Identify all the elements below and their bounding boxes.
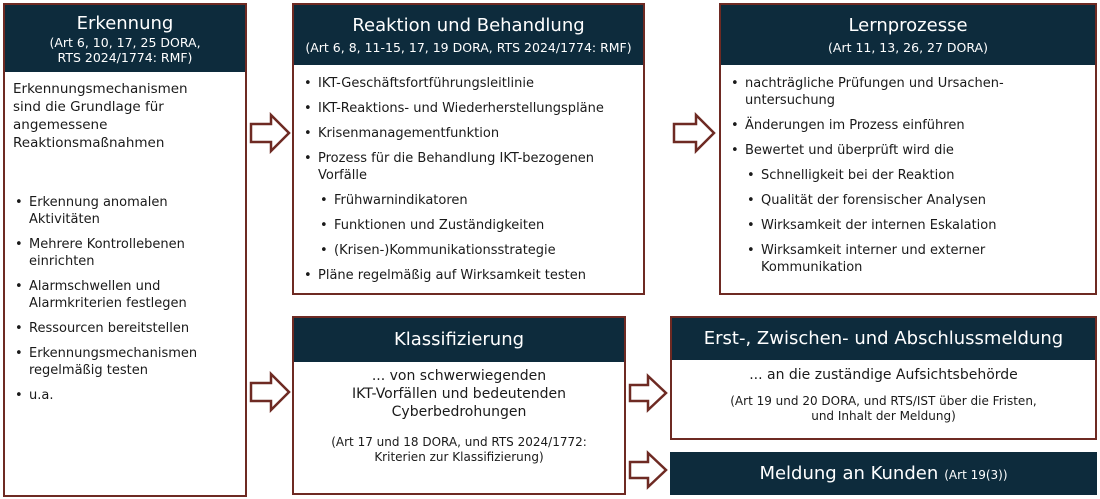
- list-item: • IKT-Reaktions- und Wiederherstellungspläne: [300, 100, 637, 117]
- meldung-ref: [672, 384, 1095, 424]
- erkennung-intro-line: sind die Grundlage für: [13, 99, 164, 115]
- list-item: • u.a.: [11, 387, 239, 404]
- kunden-header: [670, 452, 1097, 495]
- klass-text-line: Cyberbedrohungen: [391, 404, 527, 420]
- reaktion-header: [294, 5, 643, 65]
- list-item: • Pläne regelmäßig auf Wirksamkeit testen: [300, 267, 637, 284]
- list-item: • Erkennungsmechanismen regelmäßig testen: [11, 345, 239, 379]
- reaktion-list: [294, 65, 643, 284]
- list-item: • Erkennung anomalen Aktivitäten: [11, 194, 239, 228]
- klass-text: [294, 362, 624, 421]
- klass-ref: [294, 421, 624, 465]
- erkennung-intro: [5, 72, 245, 152]
- meldung-title: Erst-, Zwischen- und Abschlussmeldung: [703, 328, 1064, 349]
- klass-text-line: ... von schwerwiegenden: [371, 368, 547, 384]
- list-item: • Prozess für die Behandlung IKT-bezogenen Vorfälle: [300, 150, 637, 184]
- list-item: • Qualität der forensischer Analysen: [743, 192, 1089, 209]
- klass-ref-line: (Art 17 und 18 DORA, und RTS 2024/1772:: [331, 435, 587, 449]
- kunden-box: [670, 452, 1097, 495]
- reaktion-title: Reaktion und Behandlung: [352, 15, 585, 36]
- reaktion-box: [292, 3, 645, 295]
- erkennung-header: [5, 5, 245, 72]
- list-item: • Wirksamkeit interner und externer Kommunikation: [743, 242, 1089, 276]
- arrow-right-icon: [249, 371, 291, 413]
- arrow-right-icon: [628, 373, 668, 413]
- erkennung-list: [5, 152, 245, 404]
- lern-ref: (Art 11, 13, 26, 27 DORA): [828, 40, 988, 55]
- erkennung-intro-line: Reaktionsmaßnahmen: [13, 135, 165, 151]
- arrow-right-icon: [249, 112, 291, 154]
- list-item: • (Krisen-)Kommunikationsstrategie: [316, 242, 637, 259]
- lern-list: [721, 65, 1095, 276]
- lern-box: [719, 3, 1097, 295]
- klass-header: [294, 318, 624, 362]
- lern-header: [721, 5, 1095, 65]
- klass-text-line: IKT-Vorfällen und bedeutenden: [351, 386, 567, 402]
- arrow-right-icon: [672, 112, 716, 154]
- erkennung-ref-line-1: (Art 6, 10, 17, 25 DORA,: [49, 34, 201, 50]
- list-item: • IKT-Geschäftsfortführungsleitlinie: [300, 75, 637, 92]
- klass-ref-line: Kriterien zur Klassifizierung): [374, 450, 544, 464]
- meldung-header: [672, 318, 1095, 360]
- kunden-title: Meldung an Kunden: [759, 462, 939, 484]
- list-item: • Alarmschwellen und Alarmkriterien festlegen: [11, 278, 239, 312]
- list-item: • nachträgliche Prüfungen und Ursachen- untersuchung: [727, 75, 1089, 109]
- erkennung-box: [3, 3, 247, 497]
- list-item: • Bewertet und überprüft wird die: [727, 142, 1089, 159]
- lern-title: Lernprozesse: [848, 15, 968, 36]
- erkennung-title: Erkennung: [76, 12, 174, 34]
- erkennung-intro-line: angemessene: [13, 117, 108, 133]
- arrow-right-icon: [628, 450, 668, 490]
- klass-box: [292, 316, 626, 495]
- list-item: • Mehrere Kontrollebenen einrichten: [11, 236, 239, 270]
- list-item: • Änderungen im Prozess einführen: [727, 117, 1089, 134]
- list-item: • Funktionen und Zuständigkeiten: [316, 217, 637, 234]
- meldung-box: [670, 316, 1097, 440]
- list-item: • Ressourcen bereitstellen: [11, 320, 239, 337]
- list-item: • Wirksamkeit der internen Eskalation: [743, 217, 1089, 234]
- reaktion-ref: (Art 6, 8, 11-15, 17, 19 DORA, RTS 2024/1774: RMF): [305, 40, 632, 55]
- meldung-ref-line: (Art 19 und 20 DORA, und RTS/IST über die Fristen,: [730, 394, 1037, 408]
- list-item: • Frühwarnindikatoren: [316, 192, 637, 209]
- meldung-text: ... an die zuständige Aufsichtsbehörde: [749, 367, 1018, 383]
- erkennung-ref-line-2: RTS 2024/1774: RMF): [57, 49, 193, 65]
- list-item: • Krisenmanagementfunktion: [300, 125, 637, 142]
- klass-title: Klassifizierung: [393, 329, 525, 350]
- kunden-ref: (Art 19(3)): [944, 467, 1008, 482]
- list-item: • Schnelligkeit bei der Reaktion: [743, 167, 1089, 184]
- meldung-ref-line: und Inhalt der Meldung): [811, 409, 956, 423]
- erkennung-intro-line: Erkennungsmechanismen: [13, 81, 188, 97]
